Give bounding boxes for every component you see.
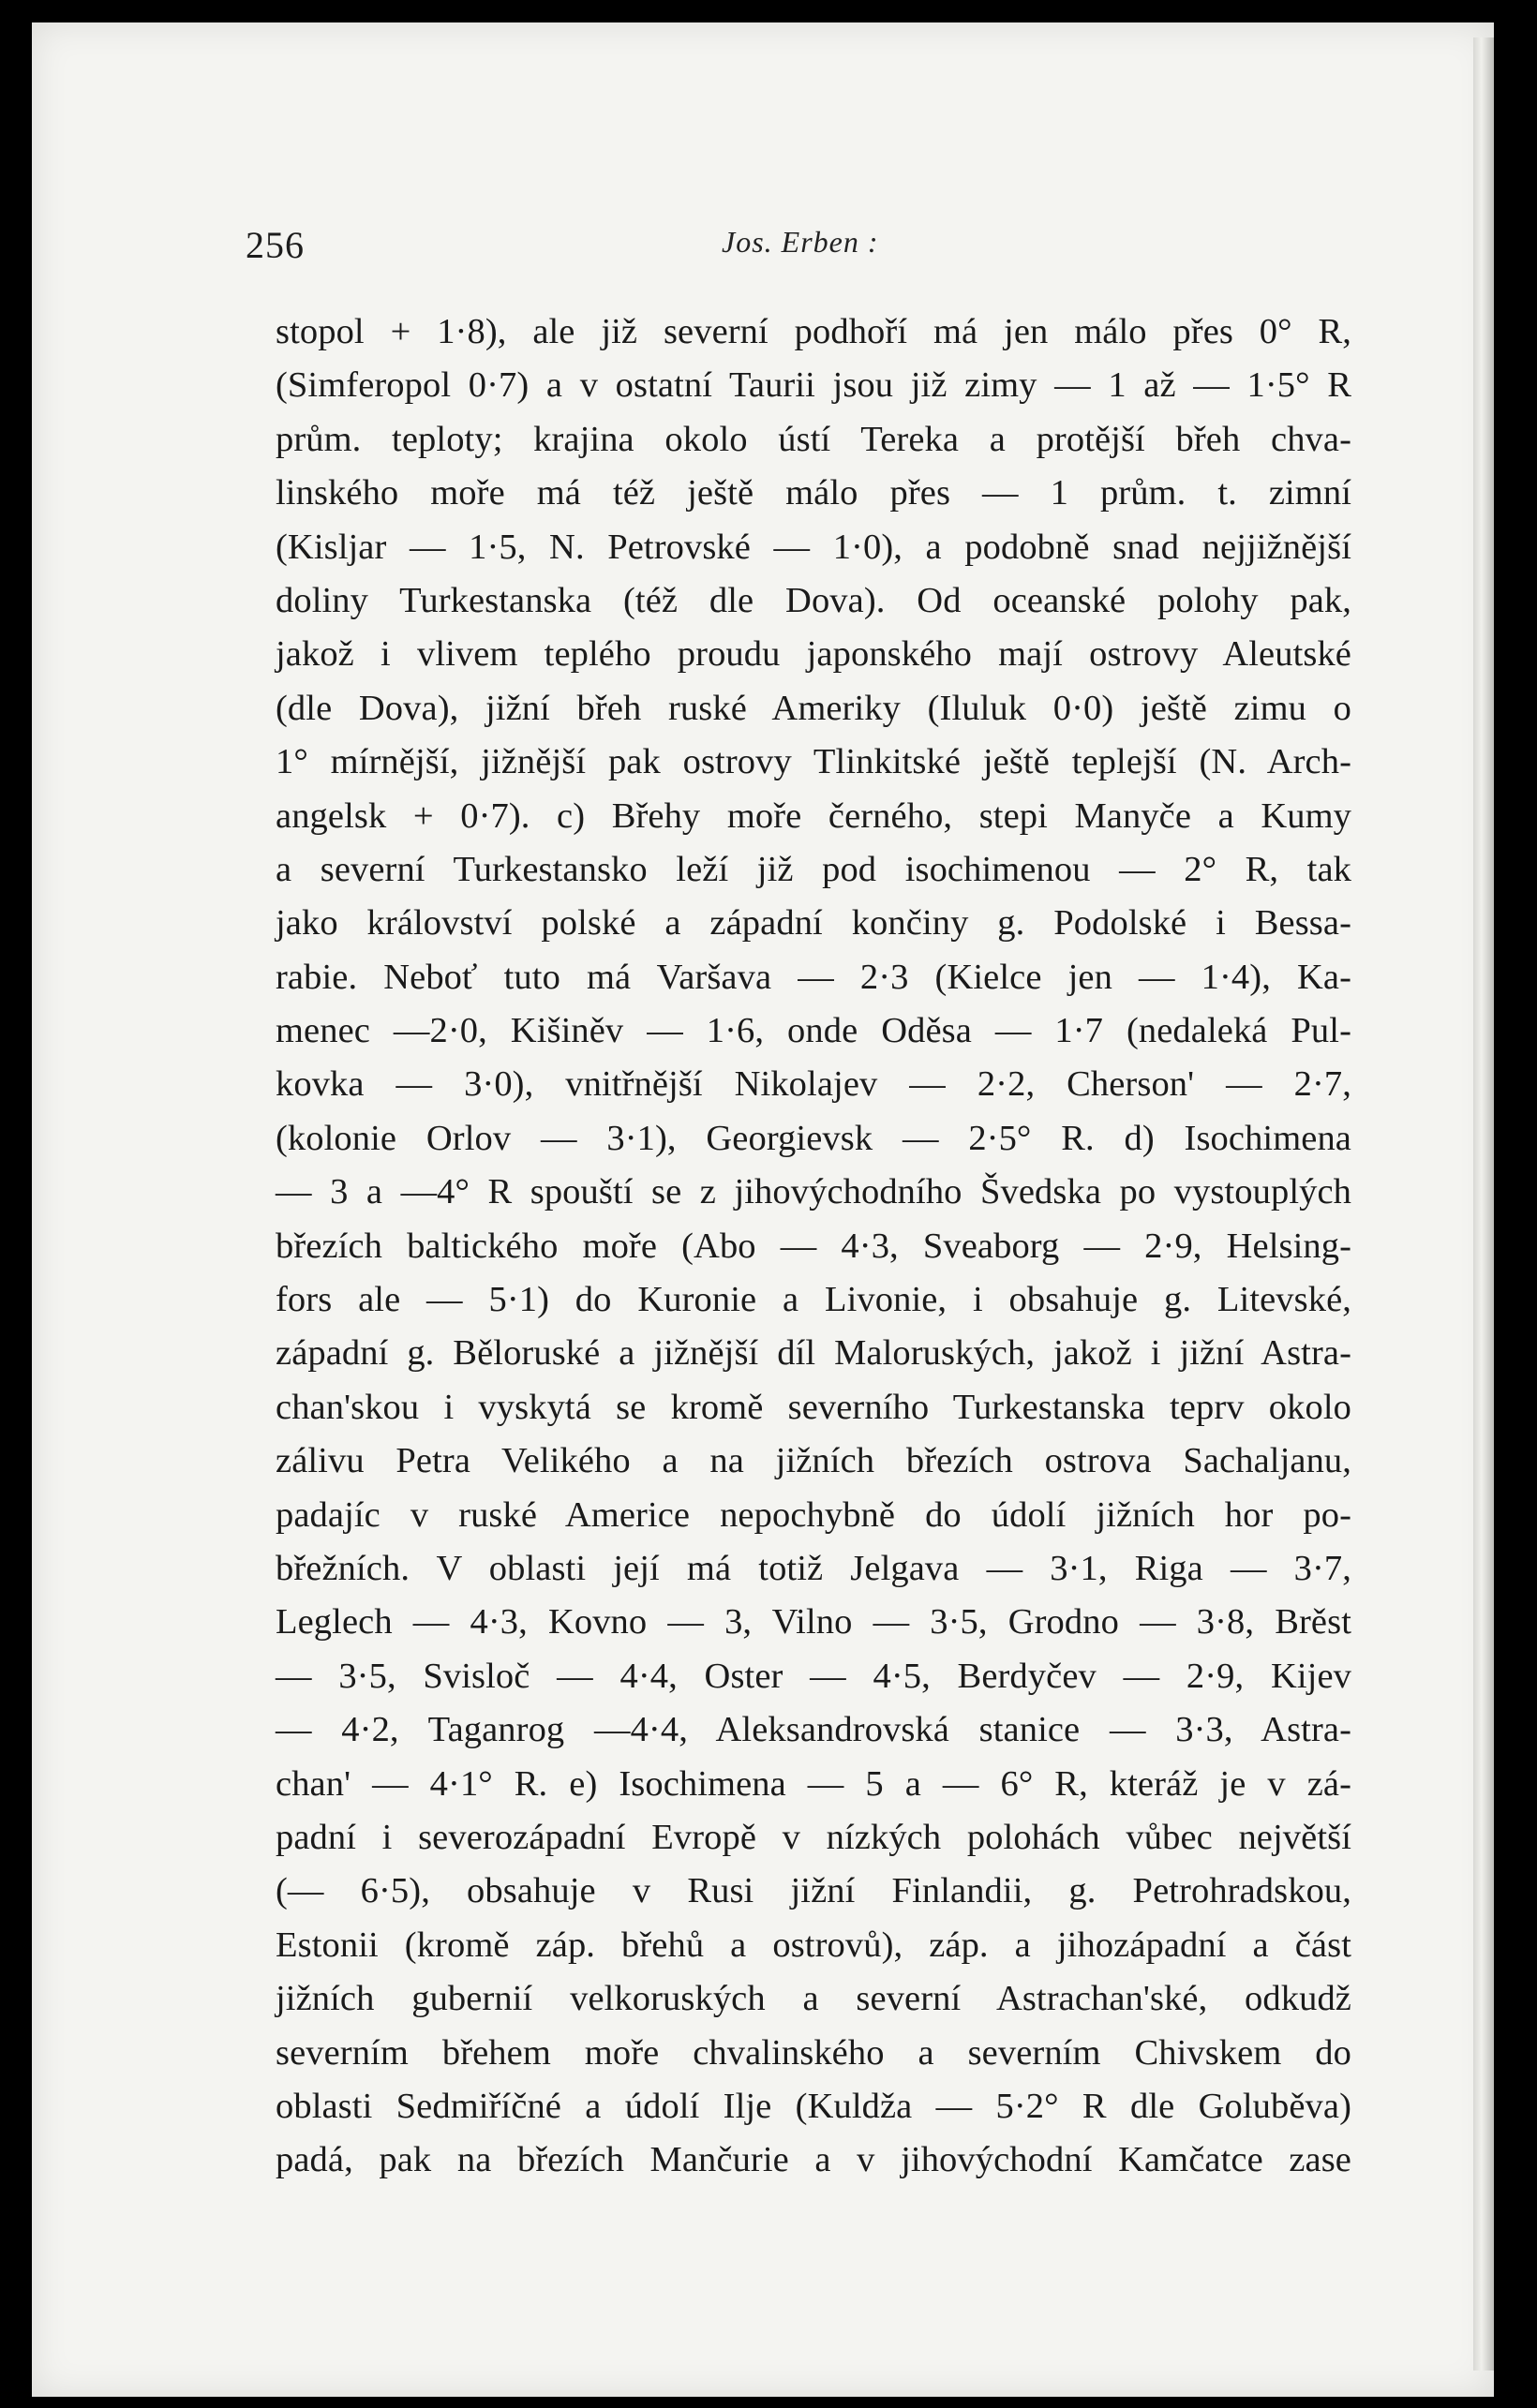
text-line: prům. teploty; krajina okolo ústí Tereka a protější břeh chva-	[276, 419, 1351, 459]
text-line: Estonii (kromě záp. břehů a ostrovů), záp. a jihozápadní a část	[276, 1925, 1351, 1965]
text-line: a severní Turkestansko leží již pod isochimenou — 2° R, tak	[276, 849, 1351, 889]
text-line: oblasti Sedmiříčné a údolí Ilje (Kuldža — 5·2° R dle Goluběva)	[276, 2086, 1351, 2126]
text-line: padajíc v ruské Americe nepochybně do údolí jižních hor po-	[276, 1494, 1351, 1535]
page-header	[246, 223, 1445, 279]
text-line: (kolonie Orlov — 3·1), Georgievsk — 2·5° R. d) Isochimena	[276, 1118, 1351, 1158]
book-spine-edge	[1473, 37, 1494, 2371]
text-line: 1° mírnější, jižnější pak ostrovy Tlinkitské ještě teplejší (N. Arch-	[276, 742, 1351, 782]
text-line: menec —2·0, Kišiněv — 1·6, onde Oděsa — 1·7 (nedaleká Pul-	[276, 1011, 1351, 1051]
body-text	[276, 305, 1351, 2188]
text-line: angelsk + 0·7). c) Břehy moře černého, stepi Manyče a Kumy	[276, 795, 1351, 836]
text-line: stopol + 1·8), ale již severní podhoří má jen málo přes 0° R,	[276, 312, 1351, 351]
text-line: padá, pak na březích Mančurie a v jihovýchodní Kamčatce zase	[276, 2140, 1351, 2180]
text-line: jakož i vlivem teplého proudu japonského mají ostrovy Aleutské	[276, 634, 1351, 675]
text-line: Leglech — 4·3, Kovno — 3, Vilno — 3·5, Grodno — 3·8, Brěst	[276, 1602, 1351, 1642]
text-line: jako království polské a západní končiny g. Podolské i Bessa-	[276, 903, 1351, 944]
text-line: březích baltického moře (Abo — 4·3, Sveaborg — 2·9, Helsing-	[276, 1226, 1351, 1266]
text-line: chan'skou i vyskytá se kromě severního Turkestanska teprv okolo	[276, 1387, 1351, 1427]
text-line: zálivu Petra Velikého a na jižních březích ostrova Sachaljanu,	[276, 1441, 1351, 1481]
page-number: 256	[246, 224, 305, 266]
text-line: (Simferopol 0·7) a v ostatní Taurii jsou již zimy — 1 až — 1·5° R	[276, 365, 1351, 406]
text-line: — 4·2, Taganrog —4·4, Aleksandrovská stanice — 3·3, Astra-	[276, 1710, 1351, 1750]
text-line: linského moře má též ještě málo přes — 1 prům. t. zimní	[276, 473, 1351, 513]
text-line: chan' — 4·1° R. e) Isochimena — 5 a — 6° R, kteráž je v zá-	[276, 1763, 1351, 1804]
text-line: západní g. Běloruské a jižnější díl Maloruských, jakož i jižní Astra-	[276, 1333, 1351, 1374]
text-line: jižních gubernií velkoruských a severní Astrachan'ské, odkudž	[276, 1979, 1351, 2019]
running-head: Jos. Erben :	[722, 225, 879, 259]
text-line: (Kisljar — 1·5, N. Petrovské — 1·0), a podobně snad nejjižnější	[276, 527, 1351, 567]
text-line: — 3 a —4° R spouští se z jihovýchodního Švedska po vystouplých	[276, 1172, 1351, 1212]
text-line: kovka — 3·0), vnitřnější Nikolajev — 2·2, Cherson' — 2·7,	[276, 1064, 1351, 1105]
text-line: fors ale — 5·1) do Kuronie a Livonie, i obsahuje g. Litevské,	[276, 1280, 1351, 1320]
text-line: padní i severozápadní Evropě v nízkých polohách vůbec největší	[276, 1817, 1351, 1857]
text-line: severním břehem moře chvalinského a severním Chivskem do	[276, 2032, 1351, 2073]
text-line: rabie. Neboť tuto má Varšava — 2·3 (Kielce jen — 1·4), Ka-	[276, 957, 1351, 997]
text-line: (dle Dova), jižní břeh ruské Ameriky (Iluluk 0·0) ještě zimu o	[276, 688, 1351, 728]
text-line: — 3·5, Svisloč — 4·4, Oster — 4·5, Berdyčev — 2·9, Kijev	[276, 1656, 1351, 1696]
text-line: doliny Turkestanska (též dle Dova). Od oceanské polohy pak,	[276, 580, 1351, 620]
text-line: (— 6·5), obsahuje v Rusi jižní Finlandii, g. Petrohradskou,	[276, 1871, 1351, 1911]
text-line: břežních. V oblasti její má totiž Jelgava — 3·1, Riga — 3·7,	[276, 1548, 1351, 1588]
